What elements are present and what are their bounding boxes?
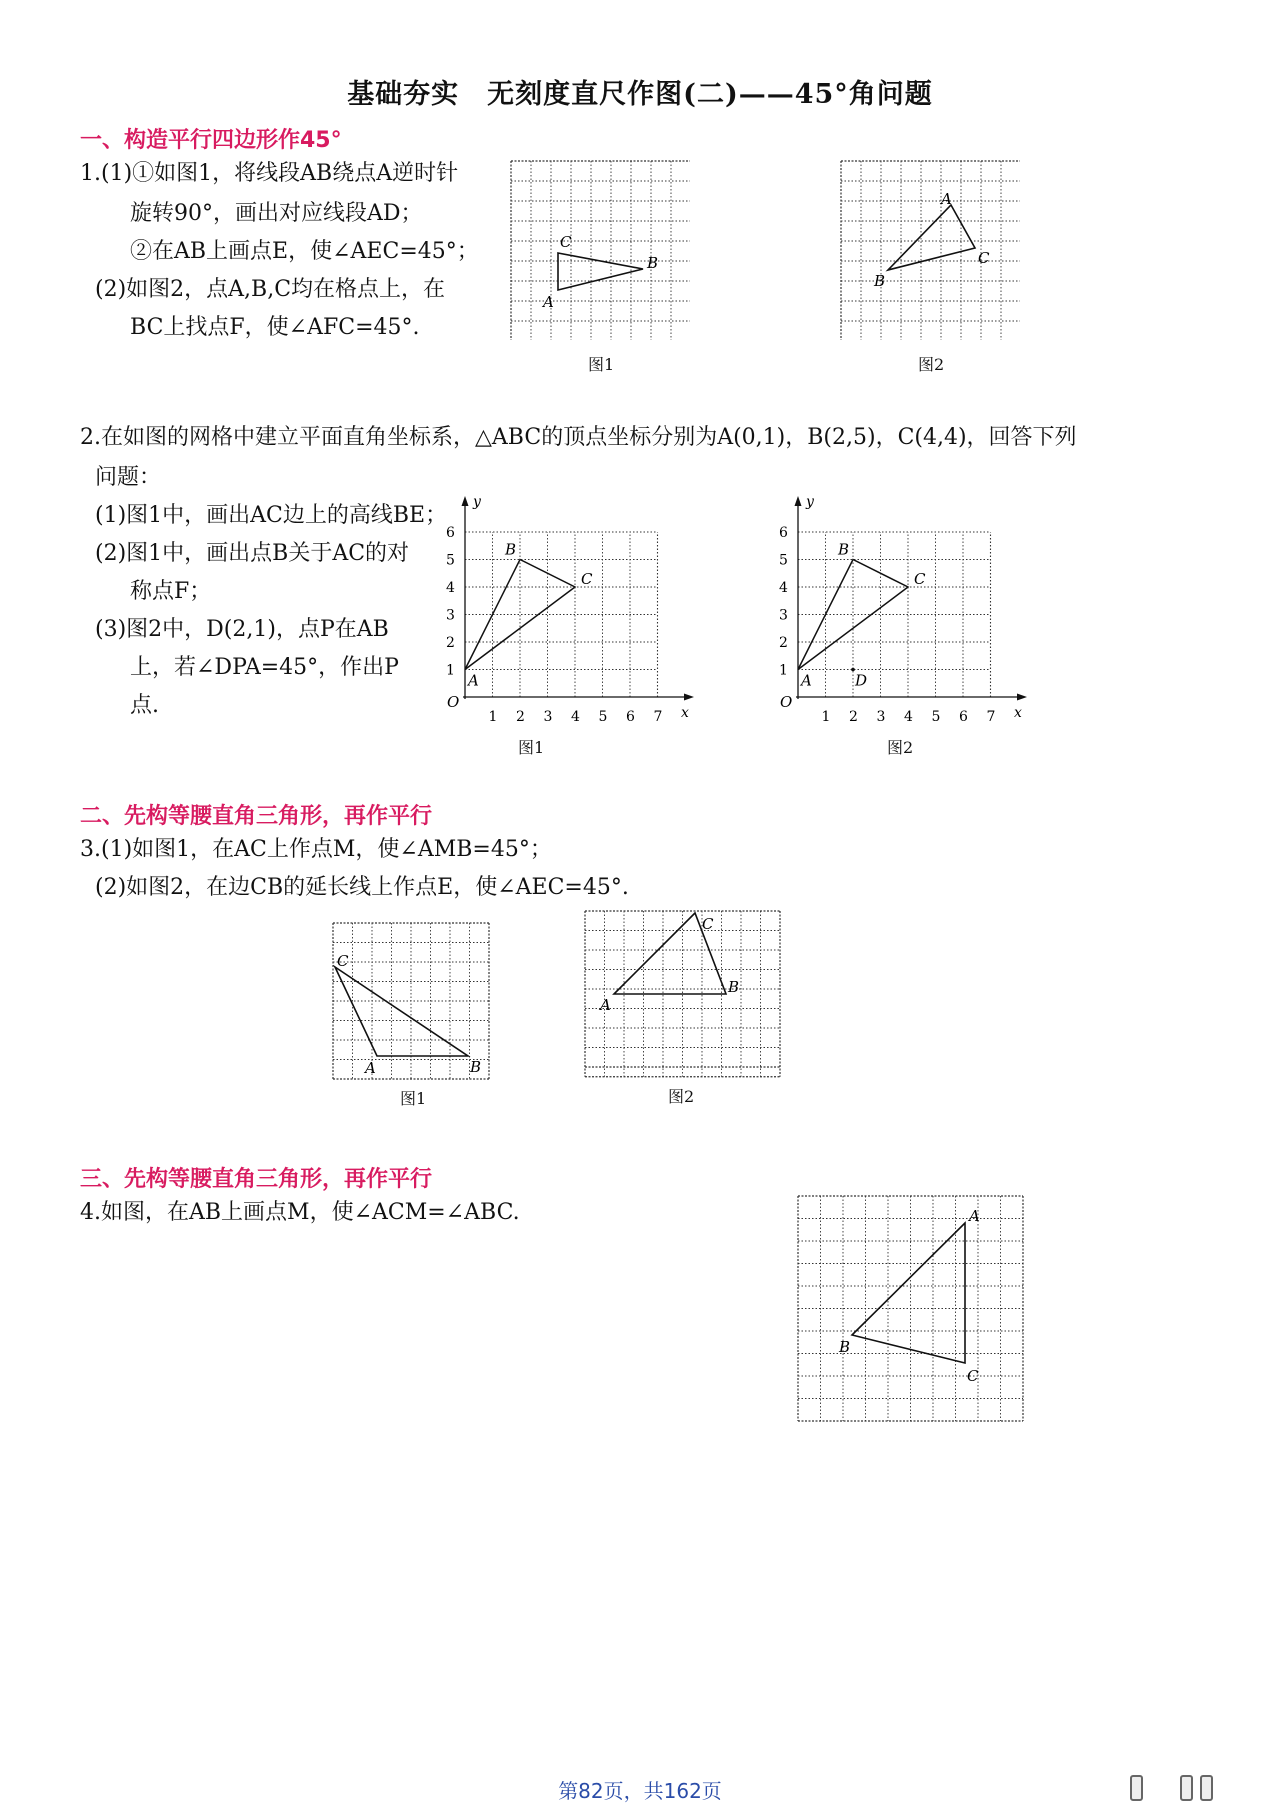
y-tick-label: 1	[779, 662, 788, 679]
y-tick-label: 6	[446, 525, 455, 541]
q1-line-5: BC上找点F，使∠AFC=45°.	[130, 315, 420, 340]
q3-fig1-label-B: B	[470, 1058, 482, 1076]
q2-fig2-caption: 图2	[887, 738, 914, 757]
q3-fig1-triangle	[335, 967, 468, 1056]
q1-fig1-grid	[511, 161, 690, 340]
q1-fig2-label-A: A	[941, 190, 952, 208]
q1-fig1-label-B: B	[647, 254, 659, 272]
x-tick-label: 7	[986, 709, 996, 725]
x-tick-label: 3	[876, 709, 886, 725]
q1-figure-2	[840, 160, 1020, 340]
y-tick-label: 2	[446, 635, 455, 651]
q3-figure-1	[332, 922, 492, 1082]
x-tick-label: 1	[488, 709, 498, 725]
x-axis-arrow	[1017, 694, 1027, 701]
q2-fig1-caption: 图1	[518, 738, 545, 757]
q1-figure-1	[510, 160, 690, 340]
point-label-D: D	[855, 671, 868, 690]
q1-fig1-caption: 图1	[588, 355, 615, 374]
q1-line-1: 1.(1)①如图1，将线段AB绕点A逆时针	[80, 161, 459, 186]
q2-line-7: 上，若∠DPA=45°，作出P	[130, 655, 399, 680]
q2-line-5: 称点F；	[130, 579, 212, 604]
y-tick-label: 5	[446, 552, 455, 569]
y-tick-label: 3	[446, 607, 455, 624]
section-heading-2: 二、先构等腰直角三角形，再作平行	[80, 804, 433, 829]
q2-line-6: (3)图2中，D(2,1)，点P在AB	[95, 617, 389, 642]
y-axis-arrow	[795, 496, 802, 506]
triangle-abc	[798, 560, 908, 670]
q3-fig1-label-A: A	[365, 1059, 376, 1077]
q3-fig1-label-C: C	[337, 952, 349, 970]
q4-label-A: A	[969, 1207, 980, 1225]
q1-line-3: ②在AB上画点E，使∠AEC=45°；	[130, 239, 479, 264]
q1-fig1-label-A: A	[543, 293, 554, 311]
y-tick-label: 6	[779, 525, 788, 541]
q1-line-2: 旋转90°，画出对应线段AD；	[130, 201, 423, 226]
point-label-B: B	[838, 540, 850, 559]
y-tick-label: 4	[779, 580, 788, 596]
q4-fig-grid	[798, 1196, 1023, 1421]
x-tick-label: 1	[821, 709, 831, 725]
page-title: 基础夯实 无刻度直尺作图(二)——45°角问题	[347, 79, 933, 110]
y-axis-arrow	[462, 496, 469, 506]
q2-line-2: 问题：	[95, 465, 162, 490]
y-tick-label: 2	[779, 635, 788, 651]
point-label-A: A	[468, 671, 479, 690]
q3-line-1: 3.(1)如图1，在AC上作点M，使∠AMB=45°；	[80, 837, 552, 862]
q3-figure-2	[584, 910, 784, 1080]
q1-fig2-caption: 图2	[918, 355, 945, 374]
y-tick-label: 3	[779, 607, 788, 624]
q3-fig1-caption: 图1	[400, 1089, 427, 1108]
x-tick-label: 4	[904, 709, 913, 725]
scroll-mark-1	[1130, 1775, 1143, 1801]
x-axis-label: x	[1014, 705, 1022, 721]
q2-figure-1	[440, 492, 700, 732]
x-tick-label: 2	[516, 709, 525, 725]
y-tick-label: 1	[446, 662, 455, 679]
q4-line-1: 4.如图，在AB上画点M，使∠ACM=∠ABC.	[80, 1200, 520, 1225]
q1-fig2-grid	[841, 161, 1020, 340]
x-axis-label: x	[681, 705, 689, 721]
q3-fig2-caption: 图2	[668, 1087, 695, 1106]
q4-figure	[797, 1195, 1025, 1423]
point-label-B: B	[505, 540, 517, 559]
q3-fig2-label-C: C	[702, 915, 714, 933]
q1-line-4: (2)如图2，点A,B,C均在格点上，在	[95, 277, 446, 302]
scroll-mark-2	[1180, 1775, 1193, 1801]
x-tick-label: 3	[543, 709, 553, 725]
section-heading-1: 一、构造平行四边形作45°	[80, 128, 342, 153]
page-footer: 第82页，共162页	[558, 1779, 722, 1803]
q2-line-8: 点.	[130, 693, 159, 718]
q2-line-1: 2.在如图的网格中建立平面直角坐标系，△ABC的顶点坐标分别为A(0,1)，B(2,5)，C(4,4)，回答下列	[80, 425, 1077, 450]
x-tick-label: 5	[931, 709, 941, 725]
q4-label-C: C	[967, 1367, 979, 1385]
q2-figure-2	[773, 492, 1033, 732]
x-tick-label: 6	[959, 709, 968, 725]
section-heading-3: 三、先构等腰直角三角形，再作平行	[80, 1167, 433, 1192]
q1-fig1-label-C: C	[560, 233, 572, 251]
x-tick-label: 5	[598, 709, 608, 725]
point-label-C: C	[581, 570, 593, 588]
origin-label: O	[447, 693, 460, 711]
q2-line-3: (1)图1中，画出AC边上的高线BE；	[95, 503, 448, 528]
point-label-C: C	[914, 570, 926, 588]
q1-fig2-label-B: B	[874, 272, 886, 290]
x-tick-label: 2	[849, 709, 858, 725]
y-axis-label: y	[473, 494, 481, 510]
x-axis-arrow	[684, 694, 694, 701]
q2-line-4: (2)图1中，画出点B关于AC的对	[95, 541, 410, 566]
q4-label-B: B	[839, 1338, 851, 1356]
x-tick-label: 6	[626, 709, 635, 725]
y-axis-label: y	[806, 494, 814, 510]
triangle-abc	[465, 560, 575, 670]
x-tick-label: 4	[571, 709, 580, 725]
y-tick-label: 4	[446, 580, 455, 596]
q3-line-2: (2)如图2，在边CB的延长线上作点E，使∠AEC=45°.	[95, 875, 629, 900]
origin-label: O	[780, 693, 793, 711]
q3-fig2-label-B: B	[728, 978, 740, 996]
x-tick-label: 7	[653, 709, 663, 725]
q4-triangle	[852, 1223, 965, 1363]
scroll-mark-3	[1200, 1775, 1213, 1801]
y-tick-label: 5	[779, 552, 788, 569]
q3-fig2-label-A: A	[600, 996, 611, 1014]
point-label-A: A	[801, 671, 812, 690]
q1-fig2-label-C: C	[978, 249, 990, 267]
